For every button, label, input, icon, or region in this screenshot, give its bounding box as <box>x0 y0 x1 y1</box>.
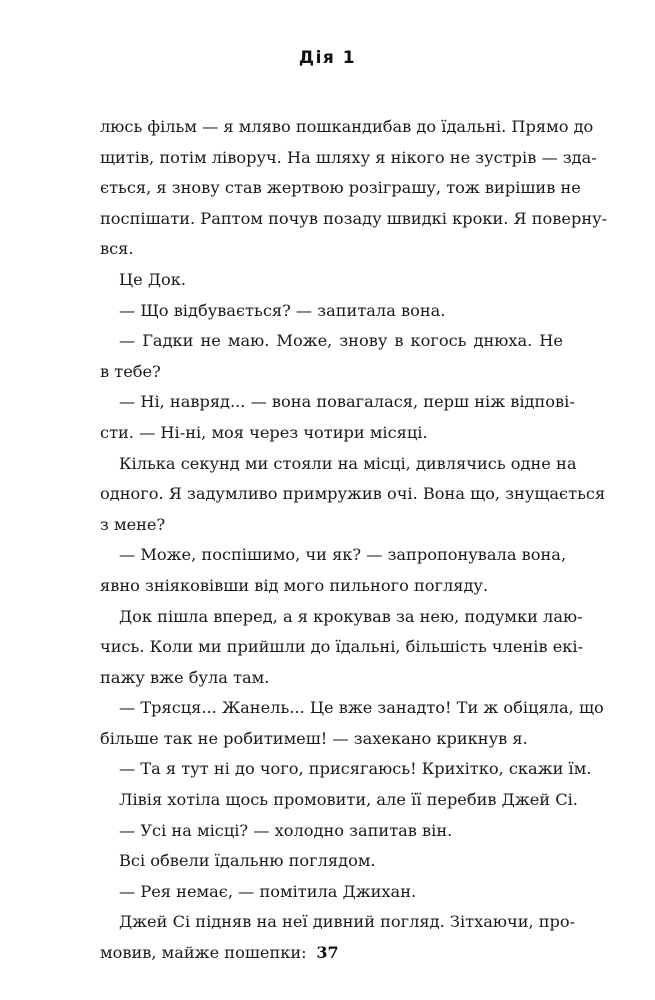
text-line: ється, я знову став жертвою розіграшу, тож вирішив не <box>100 178 581 198</box>
text-line: — Трясця... Жанель... Це вже занадто! Ти ж обіцяла, що <box>119 698 604 718</box>
running-head-chapter-title: Дія 1 <box>298 48 357 68</box>
text-line: — Що відбувається? — запитала вона. <box>119 300 446 320</box>
text-line: Лівія хотіла щось промовити, але її перебив Джей Сі. <box>119 790 578 810</box>
text-line: Всі обвели їдальню поглядом. <box>119 851 376 871</box>
text-line: Це Док. <box>119 269 187 289</box>
text-line: вся. <box>100 239 134 259</box>
text-line: пажу вже була там. <box>100 667 270 687</box>
text-line: — Може, поспішимо, чи як? — запропонувала вона, <box>119 545 567 565</box>
text-line: Док пішла вперед, а я крокував за нею, подумки лаю- <box>119 606 583 626</box>
text-line: Джей Сі підняв на неї дивний погляд. Зітхаючи, про- <box>119 912 576 932</box>
text-line: — Усі на місці? — холодно запитав він. <box>119 820 453 840</box>
text-line: — Гадки не маю. Може, знову в когось днюха. Не <box>119 331 563 351</box>
text-line: щитів, потім ліворуч. На шляху я нікого не зустрів — зда- <box>100 147 597 167</box>
text-line: з мене? <box>100 514 166 534</box>
text-line: Кілька секунд ми стояли на місці, дивлячись одне на <box>119 453 577 473</box>
text-line: — Ні, навряд... — вона повагалася, перш ніж відпові- <box>119 392 575 412</box>
text-line: більше так не робитимеш! — захекано крикнув я. <box>100 728 528 748</box>
page-number: 37 <box>316 943 339 962</box>
text-line: поспішати. Раптом почув позаду швидкі кроки. Я поверну- <box>100 208 608 228</box>
text-line: — Рея немає, — помітила Джихан. <box>119 881 417 901</box>
text-line: в тебе? <box>100 361 161 381</box>
text-line: люсь фільм — я мляво пошкандибав до їдальні. Прямо до <box>100 117 594 136</box>
text-line: чись. Коли ми прийшли до їдальні, більшість членів екі- <box>100 637 584 657</box>
text-line: сти. — Ні-ні, моя через чотири місяці. <box>100 422 428 442</box>
text-line: явно зніяковівши від мого пильного погляду. <box>100 575 489 595</box>
text-line: — Та я тут ні до чого, присягаюсь! Крихітко, скажи їм. <box>119 759 592 779</box>
body-text <box>100 112 608 969</box>
text-line: мовив, майже пошепки: <box>100 943 307 963</box>
text-line: одного. Я задумливо примружив очі. Вона що, знущається <box>100 484 606 504</box>
